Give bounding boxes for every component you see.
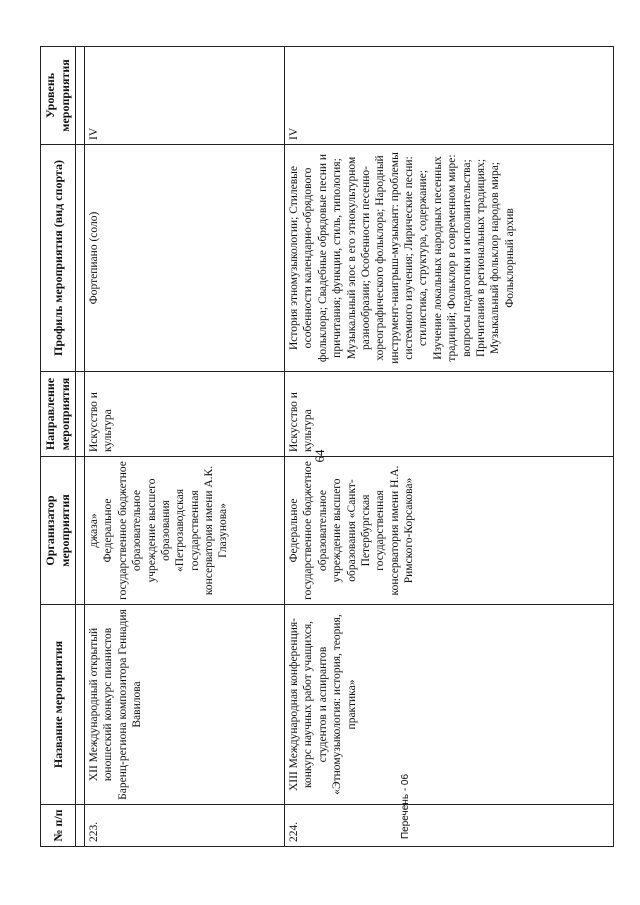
profile: Фортепиано (соло) bbox=[85, 145, 285, 372]
level: IV bbox=[285, 47, 614, 145]
level: IV bbox=[85, 47, 285, 145]
row-number: 223. bbox=[85, 805, 285, 847]
organizer-carry-text: джаза» bbox=[88, 513, 100, 548]
header-name: Название мероприятия bbox=[41, 605, 76, 805]
event-name: XII Международный открытый юношеский конкурс пианистов Баренц-региона композитора Геннадия Вавилова bbox=[85, 605, 285, 805]
table-row bbox=[85, 47, 285, 847]
header-organizer: Организатор мероприятия bbox=[41, 457, 76, 605]
events-table bbox=[40, 46, 614, 847]
organizer-text: Федеральное государственное бюджетное образовательное учреждение высшего образования «Санкт-Петербургская государственная консерватория имени Н.А. Римского-Корсакова» bbox=[285, 457, 614, 605]
direction: Искусство и культура bbox=[85, 372, 285, 457]
profile: История этномузыкологии; Стилевые особенности календарно-обрядового фольклора; Свадебные обрядовые песни и причитания; функции, стиль, типология; Музыкальный эпос в его этнокультурном разнообразии; Особенности песенно-хореографического фольклора; Народный инструмент-наигрыш-музыкант: проблемы системного изучения; Лирические песни: стилистика, структура, содержание; Изучение локальных народных песенных традиций; Фольклор в современном мире: вопросы педагогики и исполнительства; Причитания в региональных традициях; Музыкальный фольклор народов мира; Фольклорный архив bbox=[285, 145, 614, 372]
table-header-row bbox=[41, 47, 76, 847]
organizer-text: Федеральное государственное бюджетное образовательное учреждение высшего образования «Петрозаводская государственная консерватория имени А.К. Глазунова» bbox=[102, 461, 230, 600]
page-number: 64 bbox=[312, 449, 327, 463]
header-level: Уровень мероприятия bbox=[41, 47, 76, 145]
event-name: XIII Международная конференция-конкурс научных работ учащихся, студентов и аспирантов «Этномузыкология: история, теория, практика» bbox=[285, 605, 614, 805]
organizer-cell bbox=[85, 457, 285, 605]
direction: Искусство и культура bbox=[285, 372, 614, 457]
header-num: № п/п bbox=[41, 805, 76, 847]
header-direction: Направление мероприятия bbox=[41, 372, 76, 457]
table-index-row bbox=[76, 47, 85, 847]
header-profile: Профиль мероприятия (вид спорта) bbox=[41, 145, 76, 372]
table-row bbox=[285, 47, 614, 847]
row-number: 224. bbox=[285, 805, 614, 847]
events-table-rotated bbox=[40, 47, 612, 847]
footer-note: Перечень - 06 bbox=[400, 773, 411, 839]
